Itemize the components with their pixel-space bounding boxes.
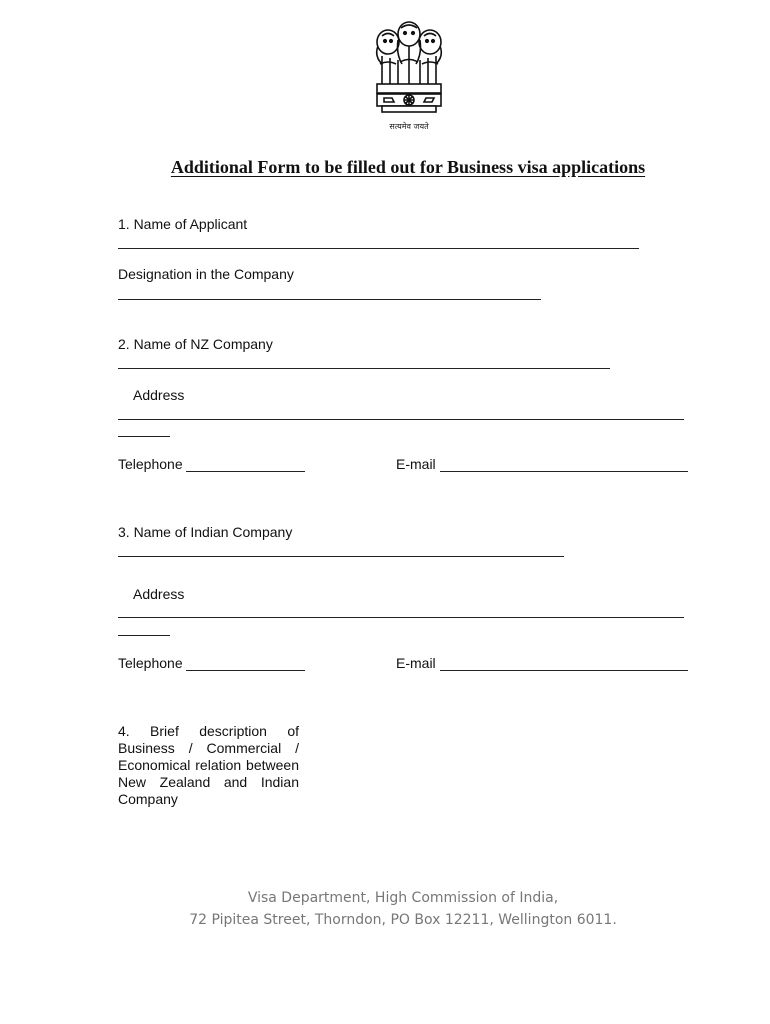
business-description-label: 4. Brief description of Business / Commercial / Economical relation between New Zealand and Indian Company	[118, 723, 299, 807]
indian-telephone-field[interactable]	[186, 670, 305, 671]
applicant-name-field[interactable]	[118, 248, 639, 249]
indian-email-field[interactable]	[440, 670, 688, 671]
nz-address-field-line1[interactable]	[118, 419, 684, 420]
nz-telephone-field[interactable]	[186, 471, 305, 472]
page-title: Additional Form to be filled out for Business visa applications	[170, 157, 646, 177]
nz-address-label: Address	[133, 387, 185, 403]
national-emblem	[368, 16, 450, 136]
nz-email-label: E-mail	[396, 456, 436, 472]
applicant-label: 1. Name of Applicant	[118, 216, 248, 232]
indian-address-field-line1[interactable]	[118, 617, 684, 618]
nz-company-label: 2. Name of NZ Company	[118, 336, 273, 352]
indian-email-label: E-mail	[396, 655, 436, 671]
footer-line-2: 72 Pipitea Street, Thorndon, PO Box 12211, Wellington 6011.	[189, 912, 617, 928]
indian-company-label: 3. Name of Indian Company	[118, 524, 293, 540]
footer-line-1: Visa Department, High Commission of India,	[247, 890, 559, 906]
nz-address-field-line2[interactable]	[118, 436, 170, 437]
emblem-motto: सत्यमेव जयते	[389, 122, 429, 131]
indian-company-field[interactable]	[118, 556, 564, 557]
designation-label: Designation in the Company	[118, 266, 294, 282]
nz-email-field[interactable]	[440, 471, 688, 472]
footer	[0, 887, 770, 931]
indian-address-field-line2[interactable]	[118, 635, 170, 636]
designation-field[interactable]	[118, 299, 541, 300]
national-emblem-icon	[368, 16, 450, 120]
nz-telephone-label: Telephone	[118, 456, 183, 472]
indian-address-label: Address	[133, 586, 185, 602]
indian-telephone-label: Telephone	[118, 655, 183, 671]
nz-company-field[interactable]	[118, 368, 610, 369]
